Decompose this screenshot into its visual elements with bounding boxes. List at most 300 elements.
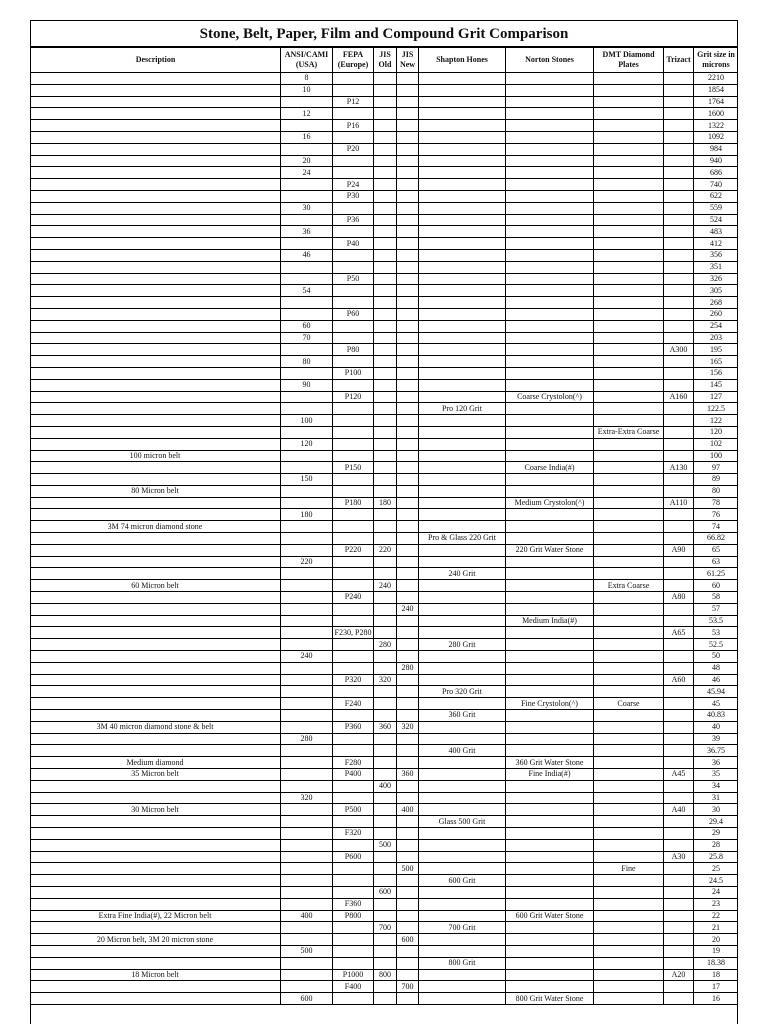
cell-jis-old bbox=[374, 592, 397, 604]
cell-ansi bbox=[281, 957, 333, 969]
cell-fepa bbox=[333, 922, 374, 934]
cell-dmt bbox=[594, 509, 664, 521]
cell-fepa: P80 bbox=[333, 344, 374, 356]
cell-jis-old bbox=[374, 367, 397, 379]
cell-norton bbox=[506, 556, 594, 568]
page-title: Stone, Belt, Paper, Film and Compound Grit Comparison bbox=[31, 21, 737, 47]
cell-desc bbox=[31, 261, 281, 273]
cell-jis-new bbox=[397, 521, 419, 533]
cell-ansi: 16 bbox=[281, 131, 333, 143]
cell-trizact bbox=[664, 568, 694, 580]
cell-shapton bbox=[419, 969, 506, 981]
cell-norton bbox=[506, 308, 594, 320]
table-row bbox=[31, 922, 739, 934]
cell-trizact: A80 bbox=[664, 592, 694, 604]
cell-trizact bbox=[664, 131, 694, 143]
cell-desc bbox=[31, 108, 281, 120]
cell-ansi: 120 bbox=[281, 438, 333, 450]
table-row bbox=[31, 73, 739, 85]
cell-jis-old: 280 bbox=[374, 639, 397, 651]
table-row bbox=[31, 934, 739, 946]
cell-norton bbox=[506, 686, 594, 698]
cell-microns: 412 bbox=[694, 238, 739, 250]
cell-jis-new bbox=[397, 828, 419, 840]
cell-jis-new bbox=[397, 568, 419, 580]
table-row bbox=[31, 828, 739, 840]
cell-desc bbox=[31, 981, 281, 993]
cell-fepa bbox=[333, 521, 374, 533]
cell-desc: 3M 74 micron diamond stone bbox=[31, 521, 281, 533]
header-trizact: Trizact bbox=[664, 48, 694, 73]
header-norton-stones: Norton Stones bbox=[506, 48, 594, 73]
cell-microns: 305 bbox=[694, 285, 739, 297]
cell-norton bbox=[506, 828, 594, 840]
cell-norton bbox=[506, 155, 594, 167]
cell-dmt bbox=[594, 190, 664, 202]
cell-fepa: F240 bbox=[333, 698, 374, 710]
cell-jis-old bbox=[374, 509, 397, 521]
table-row bbox=[31, 285, 739, 297]
cell-norton bbox=[506, 379, 594, 391]
cell-ansi bbox=[281, 886, 333, 898]
cell-ansi: 100 bbox=[281, 415, 333, 427]
table-row bbox=[31, 167, 739, 179]
cell-shapton bbox=[419, 981, 506, 993]
cell-dmt bbox=[594, 851, 664, 863]
cell-dmt bbox=[594, 120, 664, 132]
cell-desc bbox=[31, 592, 281, 604]
cell-fepa: F280 bbox=[333, 757, 374, 769]
table-row bbox=[31, 190, 739, 202]
cell-fepa bbox=[333, 485, 374, 497]
cell-desc: 30 Micron belt bbox=[31, 804, 281, 816]
cell-desc bbox=[31, 167, 281, 179]
cell-desc bbox=[31, 155, 281, 167]
cell-jis-new bbox=[397, 497, 419, 509]
cell-jis-old bbox=[374, 934, 397, 946]
cell-jis-new bbox=[397, 851, 419, 863]
cell-fepa bbox=[333, 226, 374, 238]
cell-trizact bbox=[664, 816, 694, 828]
cell-trizact bbox=[664, 179, 694, 191]
cell-microns: 326 bbox=[694, 273, 739, 285]
cell-microns: 45 bbox=[694, 698, 739, 710]
cell-fepa bbox=[333, 686, 374, 698]
cell-jis-new bbox=[397, 945, 419, 957]
cell-dmt bbox=[594, 202, 664, 214]
cell-trizact bbox=[664, 249, 694, 261]
cell-desc bbox=[31, 957, 281, 969]
cell-desc bbox=[31, 993, 281, 1005]
cell-desc bbox=[31, 367, 281, 379]
cell-dmt bbox=[594, 710, 664, 722]
cell-norton bbox=[506, 568, 594, 580]
cell-ansi: 8 bbox=[281, 73, 333, 85]
cell-shapton bbox=[419, 580, 506, 592]
cell-jis-new bbox=[397, 297, 419, 309]
cell-jis-old bbox=[374, 710, 397, 722]
cell-trizact bbox=[664, 415, 694, 427]
cell-shapton bbox=[419, 733, 506, 745]
table-row bbox=[31, 96, 739, 108]
cell-microns: 36 bbox=[694, 757, 739, 769]
cell-shapton bbox=[419, 143, 506, 155]
cell-microns: 24.5 bbox=[694, 875, 739, 887]
cell-norton: Fine India(#) bbox=[506, 769, 594, 781]
table-row bbox=[31, 391, 739, 403]
cell-dmt bbox=[594, 320, 664, 332]
cell-trizact bbox=[664, 721, 694, 733]
cell-shapton bbox=[419, 214, 506, 226]
table-row bbox=[31, 308, 739, 320]
table-row bbox=[31, 792, 739, 804]
cell-norton: Coarse India(#) bbox=[506, 462, 594, 474]
cell-jis-old bbox=[374, 131, 397, 143]
cell-microns: 60 bbox=[694, 580, 739, 592]
cell-norton bbox=[506, 261, 594, 273]
cell-jis-new: 700 bbox=[397, 981, 419, 993]
cell-desc bbox=[31, 922, 281, 934]
cell-trizact bbox=[664, 474, 694, 486]
cell-desc: 3M 40 micron diamond stone & belt bbox=[31, 721, 281, 733]
cell-trizact: A300 bbox=[664, 344, 694, 356]
table-row bbox=[31, 474, 739, 486]
cell-jis-old bbox=[374, 521, 397, 533]
cell-shapton bbox=[419, 993, 506, 1005]
cell-dmt: Fine bbox=[594, 863, 664, 875]
cell-ansi bbox=[281, 96, 333, 108]
cell-norton bbox=[506, 981, 594, 993]
cell-jis-new bbox=[397, 344, 419, 356]
cell-ansi bbox=[281, 485, 333, 497]
cell-ansi bbox=[281, 828, 333, 840]
cell-dmt bbox=[594, 780, 664, 792]
cell-desc bbox=[31, 780, 281, 792]
cell-jis-old bbox=[374, 297, 397, 309]
cell-jis-old bbox=[374, 533, 397, 545]
table-row bbox=[31, 910, 739, 922]
cell-ansi bbox=[281, 497, 333, 509]
cell-jis-old bbox=[374, 603, 397, 615]
cell-shapton bbox=[419, 155, 506, 167]
cell-shapton: Pro 320 Grit bbox=[419, 686, 506, 698]
cell-shapton bbox=[419, 945, 506, 957]
cell-jis-old bbox=[374, 108, 397, 120]
table-row bbox=[31, 945, 739, 957]
cell-dmt bbox=[594, 875, 664, 887]
table-row bbox=[31, 426, 739, 438]
cell-fepa: P220 bbox=[333, 544, 374, 556]
cell-dmt bbox=[594, 379, 664, 391]
cell-shapton bbox=[419, 627, 506, 639]
cell-microns: 52.5 bbox=[694, 639, 739, 651]
cell-trizact bbox=[664, 863, 694, 875]
cell-norton bbox=[506, 922, 594, 934]
cell-fepa: P12 bbox=[333, 96, 374, 108]
cell-norton: Medium Crystolon(^) bbox=[506, 497, 594, 509]
cell-microns: 1600 bbox=[694, 108, 739, 120]
cell-norton bbox=[506, 131, 594, 143]
cell-desc bbox=[31, 839, 281, 851]
cell-microns: 483 bbox=[694, 226, 739, 238]
cell-ansi bbox=[281, 462, 333, 474]
table-row bbox=[31, 993, 739, 1005]
cell-jis-old bbox=[374, 120, 397, 132]
cell-shapton bbox=[419, 415, 506, 427]
cell-norton bbox=[506, 96, 594, 108]
table-row bbox=[31, 143, 739, 155]
cell-fepa bbox=[333, 934, 374, 946]
cell-desc bbox=[31, 344, 281, 356]
cell-norton bbox=[506, 214, 594, 226]
cell-desc bbox=[31, 662, 281, 674]
cell-dmt bbox=[594, 922, 664, 934]
cell-dmt bbox=[594, 344, 664, 356]
cell-norton bbox=[506, 332, 594, 344]
cell-desc: 18 Micron belt bbox=[31, 969, 281, 981]
table-row bbox=[31, 344, 739, 356]
cell-jis-new bbox=[397, 816, 419, 828]
cell-desc bbox=[31, 533, 281, 545]
cell-jis-new bbox=[397, 686, 419, 698]
cell-jis-old bbox=[374, 190, 397, 202]
cell-ansi bbox=[281, 533, 333, 545]
cell-shapton: 400 Grit bbox=[419, 745, 506, 757]
header-row bbox=[31, 48, 739, 73]
cell-fepa bbox=[333, 356, 374, 368]
cell-dmt bbox=[594, 84, 664, 96]
cell-fepa bbox=[333, 710, 374, 722]
cell-fepa bbox=[333, 403, 374, 415]
cell-trizact bbox=[664, 73, 694, 85]
cell-shapton bbox=[419, 780, 506, 792]
cell-trizact bbox=[664, 96, 694, 108]
cell-microns: 16 bbox=[694, 993, 739, 1005]
cell-desc: 20 Micron belt, 3M 20 micron stone bbox=[31, 934, 281, 946]
cell-ansi bbox=[281, 179, 333, 191]
cell-fepa: P120 bbox=[333, 391, 374, 403]
cell-desc bbox=[31, 238, 281, 250]
cell-ansi: 60 bbox=[281, 320, 333, 332]
cell-jis-new bbox=[397, 167, 419, 179]
cell-ansi: 150 bbox=[281, 474, 333, 486]
cell-ansi bbox=[281, 615, 333, 627]
cell-jis-new bbox=[397, 285, 419, 297]
cell-dmt bbox=[594, 934, 664, 946]
table-row bbox=[31, 214, 739, 226]
cell-ansi: 36 bbox=[281, 226, 333, 238]
cell-jis-new bbox=[397, 332, 419, 344]
cell-fepa bbox=[333, 285, 374, 297]
cell-ansi bbox=[281, 639, 333, 651]
table-row bbox=[31, 249, 739, 261]
table-row bbox=[31, 509, 739, 521]
cell-ansi bbox=[281, 662, 333, 674]
cell-microns: 23 bbox=[694, 898, 739, 910]
cell-microns: 122.5 bbox=[694, 403, 739, 415]
cell-jis-old bbox=[374, 651, 397, 663]
cell-norton bbox=[506, 190, 594, 202]
cell-trizact bbox=[664, 273, 694, 285]
header-jis-new: JIS New bbox=[397, 48, 419, 73]
cell-fepa: P40 bbox=[333, 238, 374, 250]
table-row bbox=[31, 556, 739, 568]
cell-desc bbox=[31, 863, 281, 875]
cell-jis-new bbox=[397, 556, 419, 568]
cell-microns: 19 bbox=[694, 945, 739, 957]
cell-norton: Fine Crystolon(^) bbox=[506, 698, 594, 710]
table-row bbox=[31, 957, 739, 969]
cell-fepa: P50 bbox=[333, 273, 374, 285]
cell-desc bbox=[31, 403, 281, 415]
cell-trizact bbox=[664, 886, 694, 898]
cell-microns: 21 bbox=[694, 922, 739, 934]
cell-ansi: 24 bbox=[281, 167, 333, 179]
cell-microns: 254 bbox=[694, 320, 739, 332]
cell-trizact bbox=[664, 686, 694, 698]
cell-ansi bbox=[281, 592, 333, 604]
cell-jis-new bbox=[397, 179, 419, 191]
cell-desc bbox=[31, 886, 281, 898]
cell-trizact: A65 bbox=[664, 627, 694, 639]
cell-desc bbox=[31, 651, 281, 663]
cell-jis-new bbox=[397, 485, 419, 497]
table-row bbox=[31, 84, 739, 96]
cell-dmt bbox=[594, 757, 664, 769]
cell-dmt bbox=[594, 592, 664, 604]
cell-desc: Medium diamond bbox=[31, 757, 281, 769]
table-row bbox=[31, 521, 739, 533]
table-row bbox=[31, 745, 739, 757]
cell-trizact bbox=[664, 155, 694, 167]
cell-fepa bbox=[333, 261, 374, 273]
cell-desc bbox=[31, 320, 281, 332]
cell-fepa bbox=[333, 886, 374, 898]
table-row bbox=[31, 757, 739, 769]
cell-shapton: 800 Grit bbox=[419, 957, 506, 969]
cell-norton bbox=[506, 592, 594, 604]
cell-trizact bbox=[664, 981, 694, 993]
cell-jis-old bbox=[374, 698, 397, 710]
cell-shapton bbox=[419, 320, 506, 332]
cell-desc: Extra Fine India(#), 22 Micron belt bbox=[31, 910, 281, 922]
cell-jis-new bbox=[397, 450, 419, 462]
cell-norton bbox=[506, 580, 594, 592]
cell-trizact bbox=[664, 757, 694, 769]
cell-trizact bbox=[664, 308, 694, 320]
cell-norton bbox=[506, 438, 594, 450]
cell-dmt bbox=[594, 816, 664, 828]
cell-dmt bbox=[594, 662, 664, 674]
cell-trizact: A90 bbox=[664, 544, 694, 556]
cell-desc bbox=[31, 816, 281, 828]
cell-ansi bbox=[281, 308, 333, 320]
cell-jis-new bbox=[397, 674, 419, 686]
cell-fepa bbox=[333, 792, 374, 804]
cell-shapton bbox=[419, 886, 506, 898]
cell-ansi bbox=[281, 603, 333, 615]
cell-fepa bbox=[333, 474, 374, 486]
cell-jis-new bbox=[397, 249, 419, 261]
cell-dmt bbox=[594, 261, 664, 273]
cell-ansi bbox=[281, 922, 333, 934]
cell-trizact bbox=[664, 226, 694, 238]
table-row bbox=[31, 615, 739, 627]
cell-jis-new bbox=[397, 993, 419, 1005]
cell-shapton bbox=[419, 96, 506, 108]
table-row bbox=[31, 108, 739, 120]
cell-fepa: P36 bbox=[333, 214, 374, 226]
table-row bbox=[31, 698, 739, 710]
cell-desc bbox=[31, 84, 281, 96]
cell-microns: 22 bbox=[694, 910, 739, 922]
cell-fepa bbox=[333, 662, 374, 674]
cell-ansi bbox=[281, 875, 333, 887]
cell-microns: 66.82 bbox=[694, 533, 739, 545]
cell-microns: 39 bbox=[694, 733, 739, 745]
cell-trizact bbox=[664, 238, 694, 250]
cell-microns: 524 bbox=[694, 214, 739, 226]
cell-jis-old bbox=[374, 792, 397, 804]
cell-jis-old bbox=[374, 910, 397, 922]
cell-trizact bbox=[664, 438, 694, 450]
table-row bbox=[31, 710, 739, 722]
cell-jis-old bbox=[374, 816, 397, 828]
cell-ansi bbox=[281, 745, 333, 757]
cell-fepa bbox=[333, 509, 374, 521]
cell-norton bbox=[506, 450, 594, 462]
cell-norton bbox=[506, 863, 594, 875]
cell-desc bbox=[31, 190, 281, 202]
cell-microns: 740 bbox=[694, 179, 739, 191]
cell-microns: 31 bbox=[694, 792, 739, 804]
cell-norton: 600 Grit Water Stone bbox=[506, 910, 594, 922]
cell-microns: 24 bbox=[694, 886, 739, 898]
cell-desc bbox=[31, 426, 281, 438]
cell-dmt bbox=[594, 639, 664, 651]
cell-shapton bbox=[419, 898, 506, 910]
cell-fepa bbox=[333, 297, 374, 309]
table-row bbox=[31, 733, 739, 745]
cell-norton bbox=[506, 426, 594, 438]
cell-fepa: P60 bbox=[333, 308, 374, 320]
cell-norton bbox=[506, 120, 594, 132]
table-row bbox=[31, 261, 739, 273]
cell-desc bbox=[31, 792, 281, 804]
cell-dmt bbox=[594, 391, 664, 403]
cell-fepa bbox=[333, 131, 374, 143]
cell-fepa: F230, P280 bbox=[333, 627, 374, 639]
cell-dmt bbox=[594, 238, 664, 250]
cell-jis-new bbox=[397, 839, 419, 851]
cell-ansi bbox=[281, 403, 333, 415]
table-row bbox=[31, 297, 739, 309]
cell-jis-old bbox=[374, 627, 397, 639]
cell-dmt bbox=[594, 686, 664, 698]
cell-norton bbox=[506, 674, 594, 686]
cell-norton bbox=[506, 108, 594, 120]
table-row bbox=[31, 651, 739, 663]
cell-trizact bbox=[664, 710, 694, 722]
cell-shapton bbox=[419, 202, 506, 214]
cell-norton bbox=[506, 804, 594, 816]
cell-shapton bbox=[419, 910, 506, 922]
cell-dmt bbox=[594, 497, 664, 509]
cell-dmt bbox=[594, 73, 664, 85]
cell-norton bbox=[506, 403, 594, 415]
cell-jis-new bbox=[397, 639, 419, 651]
cell-norton bbox=[506, 73, 594, 85]
